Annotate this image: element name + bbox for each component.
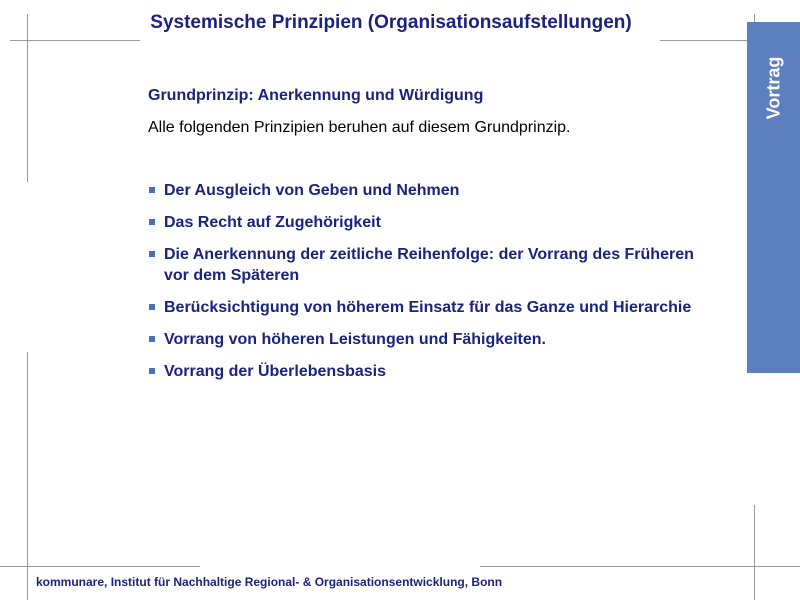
square-bullet-icon [149,368,155,374]
list-item [148,180,708,201]
right-frame-line-upper [754,14,755,22]
list-item [148,329,708,350]
bottom-divider-gap [200,565,480,568]
left-frame-line-lower [27,352,28,600]
square-bullet-icon [149,219,155,225]
list-item [148,297,708,318]
footer-text: , Institut für Nachhaltige Regional- & Organisationsentwicklung, Bonn [104,575,503,589]
list-item [148,212,708,233]
footer-brand: kommunare [36,575,105,589]
list-item-text: Vorrang der Überlebensbasis [164,363,386,380]
square-bullet-icon [149,187,155,193]
list-item-text: Berücksichtigung von höherem Einsatz für das Ganze und Hierarchie [164,299,692,316]
right-frame-line-lower [754,505,755,600]
top-divider-gap [140,39,660,42]
intro-heading: Grundprinzip: Anerkennung und Würdigung [148,87,484,104]
square-bullet-icon [149,251,155,257]
square-bullet-icon [149,336,155,342]
list-item [148,244,708,286]
left-frame-line-upper [27,14,28,182]
list-item [148,361,708,382]
list-item-text: Die Anerkennung der zeitliche Reihenfolge: der Vorrang des Früheren vor dem Späteren [164,246,694,284]
footer [36,575,502,589]
side-tab-vortrag [747,22,800,373]
page-title: Systemische Prinzipien (Organisationsaufstellungen) [150,12,632,33]
square-bullet-icon [149,304,155,310]
list-item-text: Vorrang von höheren Leistungen und Fähigkeiten. [164,331,546,348]
principles-list [148,180,708,393]
list-item-text: Der Ausgleich von Geben und Nehmen [164,182,460,199]
list-item-text: Das Recht auf Zugehörigkeit [164,214,381,231]
intro-text: Alle folgenden Prinzipien beruhen auf diesem Grundprinzip. [148,119,571,136]
side-tab-label: Vortrag [763,56,783,120]
